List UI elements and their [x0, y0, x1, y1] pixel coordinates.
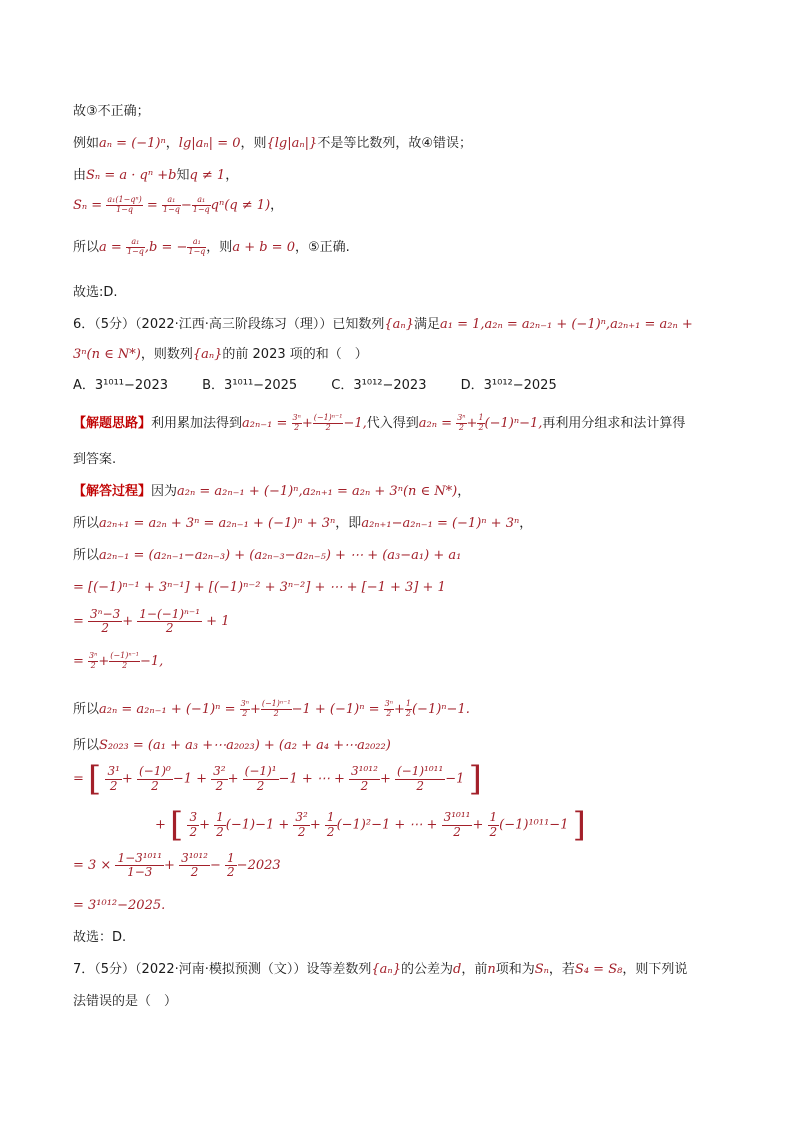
solution-line-6: = $\frac{\text{3ⁿ}}{2}$ + $\frac{\text{(−1)ⁿ⁻¹}}{2}$ −1,: [73, 651, 164, 670]
fraction: $\frac{\text{a₁}}{1-q}$: [192, 195, 210, 214]
fraction: $\frac{\text{3ⁿ}}{2}$: [457, 413, 466, 432]
fraction: $\frac{\text{(−1)¹}}{2}$: [244, 764, 277, 793]
fraction: $\frac{1}{2}$: [216, 810, 224, 839]
hint-line-2: 到答案.: [73, 452, 117, 467]
solution-line-12: = 3¹⁰¹²−2025.: [73, 898, 166, 913]
fraction: $\frac{\text{3¹⁰¹²}}{2}$: [351, 764, 378, 793]
fraction: $\frac{1}{2}$: [489, 810, 498, 839]
fraction: $\frac{\text{a₁}}{1-q}$: [188, 237, 206, 256]
fraction: $\frac{\text{(−1)⁰}}{2}$: [138, 764, 171, 793]
option-a: A．3¹⁰¹¹−2023: [73, 378, 168, 393]
fraction: $\frac{\text{3¹}}{2}$: [107, 764, 120, 793]
formula-line-sn: Sₙ = $\frac{\text{a₁(1−qⁿ)}}{1-q}$ = $\frac{\text{a₁}}{1-q}$ − $\frac{\text{a₁}}{1-q}$ qⁿ(q ≠ 1)，: [73, 195, 284, 214]
solution-line-10: + [ $\frac{3}{2}$ + $\frac{1}{2}$ (−1)−1 + $\frac{\text{3²}}{2}$ + $\frac{1}{2}$ (−1)²−1 + ⋯ + $\frac{\text{3¹⁰¹¹}}{2}$ + $\frac{1}{2}$ (−1)¹⁰¹¹−1 ]: [155, 805, 586, 845]
question-6-line-1: 6．（5分）（2022·江西·高三阶段练习（理））已知数列{aₙ}满足a₁ = 1,a₂ₙ = a₂ₙ₋₁ + (−1)ⁿ,a₂ₙ₊₁ = a₂ₙ +: [73, 317, 693, 332]
fraction: $\frac{\text{1−(−1)ⁿ⁻¹}}{2}$: [139, 607, 201, 636]
solution-line-5: = $\frac{\text{3ⁿ−3}}{2}$ + $\frac{\text{1−(−1)ⁿ⁻¹}}{2}$ + 1: [73, 607, 230, 636]
text-line-3: 由Sₙ = a · qⁿ +b知q ≠ 1，: [73, 168, 239, 183]
fraction: $\frac{\text{3²}}{2}$: [295, 810, 308, 839]
fraction: $\frac{\text{a₁(1−qⁿ)}}{1-q}$: [107, 195, 142, 214]
text-line-5: 所以a = $\frac{\text{a₁}}{1-q}$ ,b = − $\frac{\text{a₁}}{1-q}$ ，则a + b = 0，⑤正确.: [73, 237, 350, 256]
fraction: $\frac{\text{(−1)ⁿ⁻¹}}{2}$: [261, 699, 291, 718]
fraction: $\frac{\text{3ⁿ}}{2}$: [292, 413, 301, 432]
solution-line-13: 故选：D.: [73, 930, 127, 945]
solution-line-7: 所以a₂ₙ = a₂ₙ₋₁ + (−1)ⁿ = $\frac{\text{3ⁿ}}{2}$ + $\frac{\text{(−1)ⁿ⁻¹}}{2}$ −1 + (−1)ⁿ = $\frac{\text{3ⁿ}}{2}$ + $\frac{1}{2}$ (−1)ⁿ−1.: [73, 699, 470, 718]
fraction: $\frac{\text{3ⁿ}}{2}$: [240, 699, 249, 718]
fraction: $\frac{\text{3ⁿ}}{2}$: [89, 651, 98, 670]
option-b: B．3¹⁰¹¹−2025: [202, 378, 298, 393]
question-6-line-2: 3ⁿ(n ∈ N*)，则数列{aₙ}的前 2023 项的和（ ）: [73, 347, 368, 362]
hint-line-1: 【解题思路】利用累加法得到a₂ₙ₋₁ = $\frac{\text{3ⁿ}}{2}$ + $\frac{\text{(−1)ⁿ⁻¹}}{2}$ −1,代入得到a₂ₙ = $\frac{\text{3ⁿ}}{2}$ + $\frac{1}{2}$ (−1)ⁿ−1,再利用分组求和法计算得: [73, 413, 686, 432]
fraction: $\frac{\text{1−3¹⁰¹¹}}{1-3}$: [117, 851, 163, 880]
fraction: $\frac{\text{3ⁿ}}{2}$: [384, 699, 393, 718]
fraction: $\frac{1}{2}$: [478, 413, 484, 432]
solution-line-11: = 3 × $\frac{\text{1−3¹⁰¹¹}}{1-3}$ + $\frac{\text{3¹⁰¹²}}{2}$ − $\frac{1}{2}$ −2023: [73, 851, 281, 880]
fraction: $\frac{\text{3²}}{2}$: [213, 764, 226, 793]
text-line-2: 例如aₙ = (−1)ⁿ，lg|aₙ| = 0，则{lg|aₙ|}不是等比数列，故④错误；: [73, 136, 472, 151]
text-line-1: 故③不正确；: [73, 104, 150, 119]
fraction: $\frac{\text{a₁}}{1-q}$: [162, 195, 180, 214]
question-7-line-2: 法错误的是（ ）: [73, 994, 178, 1009]
solution-line-9: = [ $\frac{\text{3¹}}{2}$ + $\frac{\text{(−1)⁰}}{2}$ −1 + $\frac{\text{3²}}{2}$ + $\frac{\text{(−1)¹}}{2}$ −1 + ⋯ + $\frac{\text{3¹⁰¹²}}{2}$ + $\frac{\text{(−1)¹⁰¹¹}}{2}$ −1 ]: [73, 759, 482, 799]
fraction: $\frac{3}{2}$: [189, 810, 198, 839]
option-d: D．3¹⁰¹²−2025: [460, 378, 557, 393]
question-7-line-1: 7．（5分）（2022·河南·模拟预测（文））设等差数列{aₙ}的公差为d，前n项和为Sₙ，若S₄ = S₈，则下列说: [73, 962, 688, 977]
option-c: C．3¹⁰¹²−2023: [331, 378, 427, 393]
fraction: $\frac{\text{(−1)ⁿ⁻¹}}{2}$: [110, 651, 140, 670]
fraction: $\frac{\text{3¹⁰¹²}}{2}$: [181, 851, 208, 880]
fraction: $\frac{\text{(−1)ⁿ⁻¹}}{2}$: [313, 413, 343, 432]
fraction: $\frac{1}{2}$: [405, 699, 411, 718]
fraction: $\frac{\text{(−1)¹⁰¹¹}}{2}$: [396, 764, 444, 793]
text-line-6: 故选:D.: [73, 285, 118, 300]
fraction: $\frac{1}{2}$: [227, 851, 235, 880]
solution-line-2: 所以a₂ₙ₊₁ = a₂ₙ + 3ⁿ = a₂ₙ₋₁ + (−1)ⁿ + 3ⁿ，即a₂ₙ₊₁−a₂ₙ₋₁ = (−1)ⁿ + 3ⁿ，: [73, 516, 533, 531]
fraction: $\frac{1}{2}$: [326, 810, 335, 839]
question-6-options: [73, 378, 587, 394]
fraction: $\frac{\text{3ⁿ−3}}{2}$: [90, 607, 121, 636]
solution-line-1: 【解答过程】因为a₂ₙ = a₂ₙ₋₁ + (−1)ⁿ,a₂ₙ₊₁ = a₂ₙ + 3ⁿ(n ∈ N*)，: [73, 484, 471, 499]
fraction: $\frac{\text{3¹⁰¹¹}}{2}$: [443, 810, 471, 839]
solution-line-8: 所以S₂₀₂₃ = (a₁ + a₃ +⋯a₂₀₂₃) + (a₂ + a₄ +⋯a₂₀₂₂): [73, 738, 391, 753]
solution-line-3: 所以a₂ₙ₋₁ = (a₂ₙ₋₁−a₂ₙ₋₃) + (a₂ₙ₋₃−a₂ₙ₋₅) + ⋯ + (a₃−a₁) + a₁: [73, 548, 462, 563]
solution-line-4: = [(−1)ⁿ⁻¹ + 3ⁿ⁻¹] + [(−1)ⁿ⁻² + 3ⁿ⁻²] + ⋯ + [−1 + 3] + 1: [73, 580, 446, 595]
fraction: $\frac{\text{a₁}}{1-q}$: [126, 237, 144, 256]
